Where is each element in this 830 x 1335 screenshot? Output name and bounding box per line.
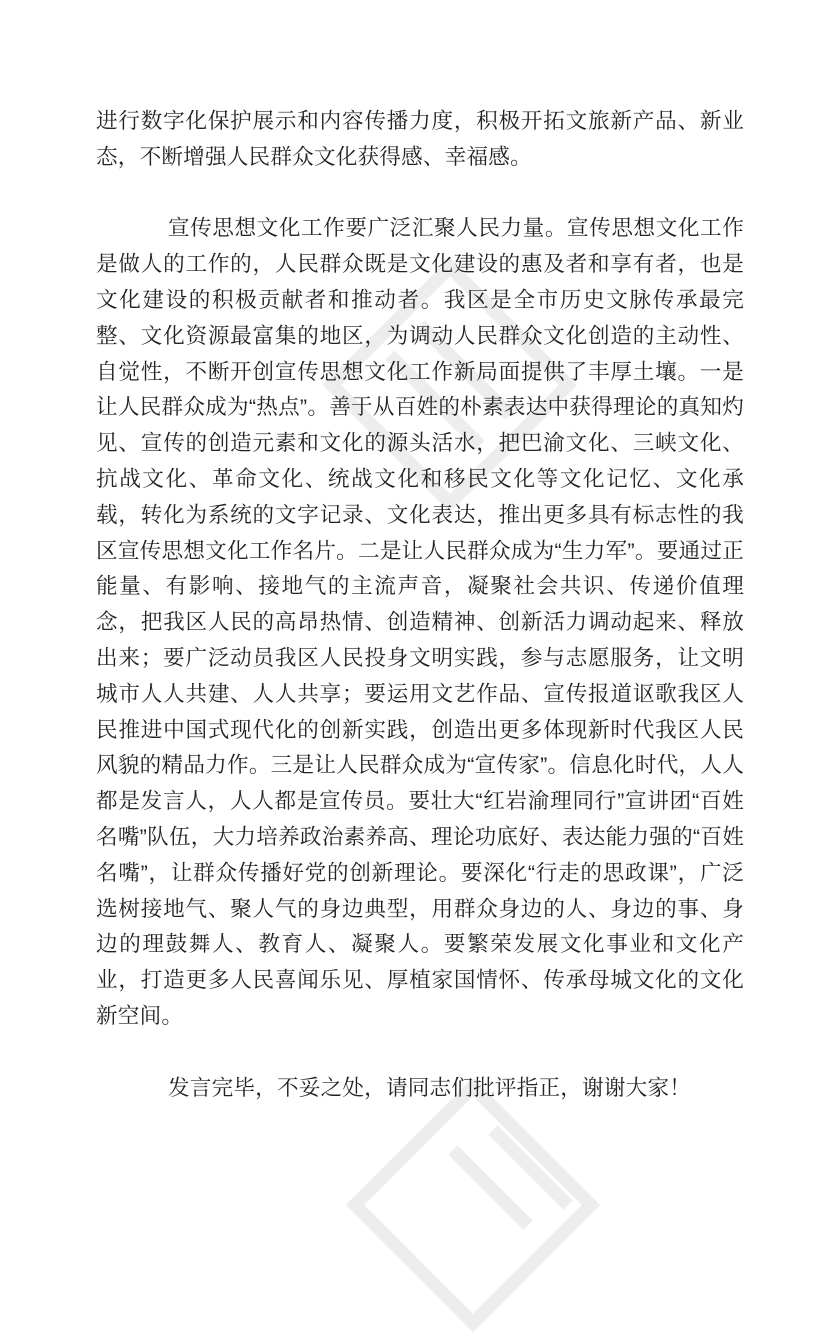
- closing-remark-paragraph: 发言完毕，不妥之处，请同志们批评指正，谢谢大家！: [168, 1074, 692, 1100]
- paragraph: 进行数字化保护展示和内容传播力度，积极开拓文旅新产品、新业态，不断增强人民群众文化获得感、幸福感。: [96, 108, 744, 169]
- watermark-graphic: [343, 1075, 603, 1335]
- paragraph: 宣传思想文化工作要广泛汇聚人民力量。宣传思想文化工作是做人的工作的，人民群众既是文化建设的惠及者和享有者，也是文化建设的积极贡献者和推动者。我区是全市历史文脉传承最完整、文化资源最富集的地区，为调动人民群众文化创造的主动性、自觉性，不断开创宣传思想文化工作新局面提供了丰厚土壤。一是让人民群众成为“热点”。善于从百姓的朴素表达中获得理论的真知灼见、宣传的创造元素和文化的源头活水，把巴渝文化、三峡文化、抗战文化、革命文化、统战文化和移民文化等文化记忆、文化承载，转化为系统的文字记录、文化表达，推出更多具有标志性的我区宣传思想文化工作名片。二是让人民群众成为“生力军”。要通过正能量、有影响、接地气的主流声音，凝聚社会共识、传递价值理念，把我区人民的高昂热情、创造精神、创新活力调动起来、释放出来；要广泛动员我区人民投身文明实践，参与志愿服务，让文明城市人人共建、人人共享；要运用文艺作品、宣传报道讴歌我区人民推进中国式现代化的创新实践，创造出更多体现新时代我区人民风貌的精品力作。三是让人民群众成为“宣传家”。信息化时代，人人都是发言人，人人都是宣传员。要壮大“红岩渝理同行”宣讲团“百姓名嘴”队伍，大力培养政治素养高、理论功底好、表达能力强的“百姓名嘴”，让群众传播好党的创新理论。要深化“行走的思政课”，广泛选树接地气、聚人气的身边典型，用群众身边的人、身边的事、身边的理鼓舞人、教育人、凝聚人。要繁荣发展文化事业和文化产业，打造更多人民喜闻乐见、厚植家国情怀、传承母城文化的文化新空间。: [96, 215, 744, 1028]
- document-body: [96, 103, 744, 1105]
